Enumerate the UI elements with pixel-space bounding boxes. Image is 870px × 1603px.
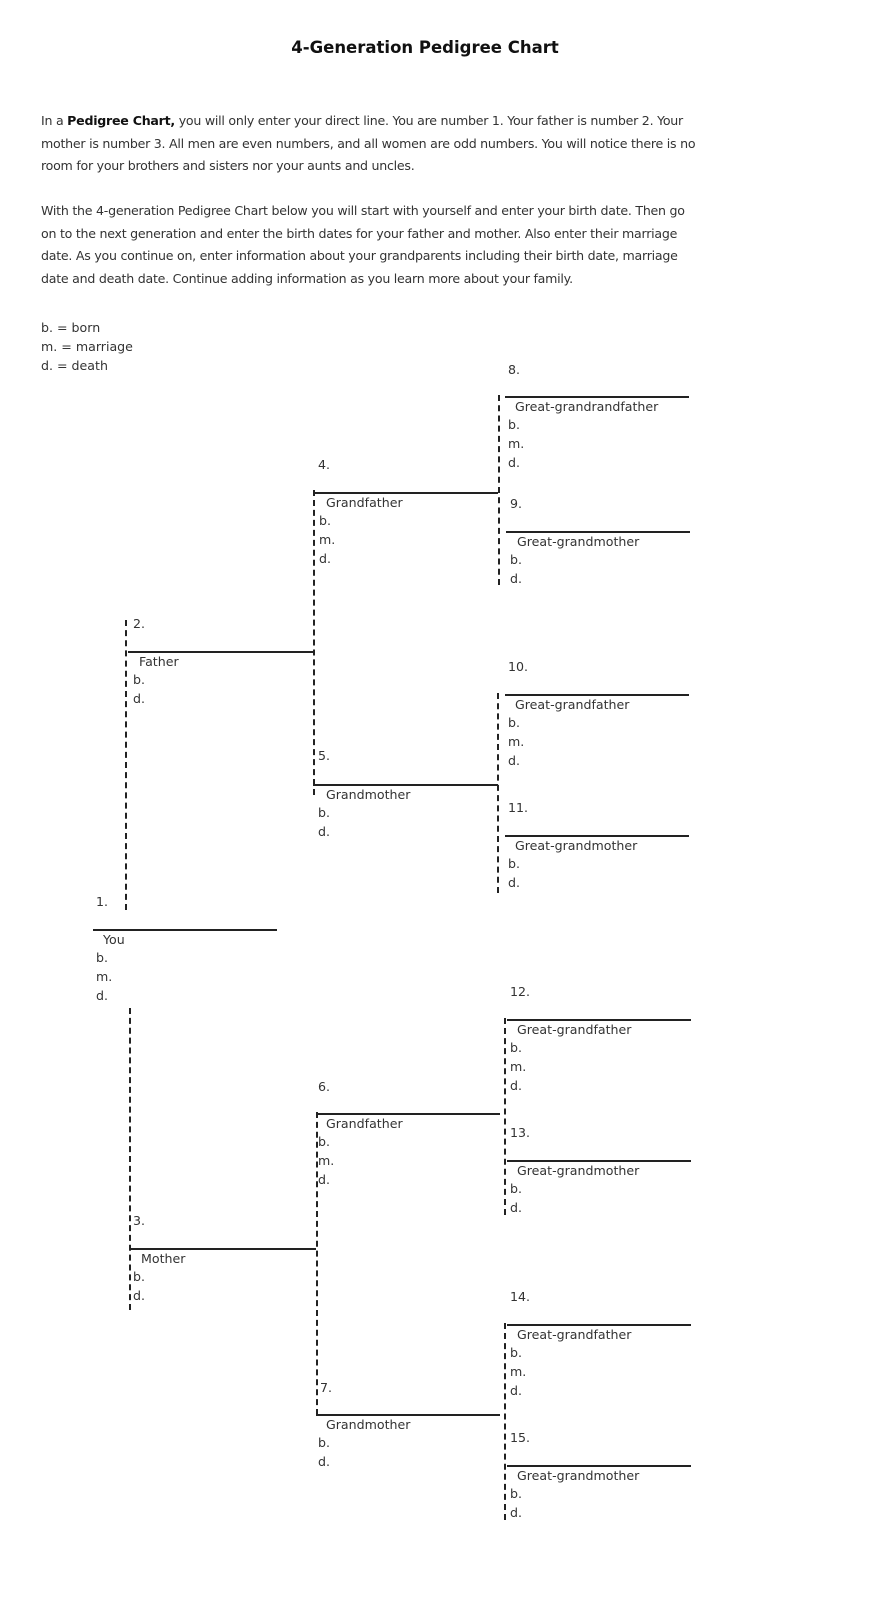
person-number: 11. — [508, 800, 529, 815]
date-field[interactable]: b. — [508, 417, 520, 432]
date-field[interactable]: m. — [96, 969, 113, 984]
person-role: Mother — [141, 1251, 186, 1266]
legend-born: b. = born — [41, 320, 101, 335]
person-role: Father — [139, 654, 179, 669]
date-field[interactable]: d. — [510, 1383, 522, 1398]
date-field[interactable]: d. — [508, 455, 520, 470]
date-field[interactable]: b. — [96, 950, 108, 965]
intro-text: In a — [41, 113, 68, 128]
connector-line — [125, 620, 127, 910]
date-field[interactable]: b. — [510, 552, 522, 567]
date-field[interactable]: m. — [510, 1364, 527, 1379]
legend-marriage: m. = marriage — [41, 339, 133, 354]
intro-text: you will only enter your direct line. You are number 1. Your father is number 2. Your mother is number 3. All men are even numbers, and all women are odd numbers. You will notice there is no room for your brothers and sisters nor your aunts and uncles. — [41, 113, 696, 173]
intro-paragraph-1 — [41, 110, 701, 178]
person-number: 1. — [96, 894, 109, 909]
date-field[interactable]: b. — [510, 1181, 522, 1196]
date-field[interactable]: b. — [133, 672, 145, 687]
date-field[interactable]: m. — [318, 1153, 335, 1168]
person-role: Great-grandmother — [517, 1468, 640, 1483]
person-number: 5. — [318, 748, 331, 763]
person-number: 7. — [320, 1380, 333, 1395]
person-role: Great-grandmother — [517, 534, 640, 549]
date-field[interactable]: d. — [510, 571, 522, 586]
person-role: Grandmother — [326, 1417, 411, 1432]
date-field[interactable]: b. — [318, 805, 330, 820]
date-field[interactable]: b. — [319, 513, 331, 528]
connector-line — [504, 1018, 506, 1215]
person-role: Grandmother — [326, 787, 411, 802]
date-field[interactable]: d. — [318, 1172, 330, 1187]
person-role: Great-grandmother — [517, 1163, 640, 1178]
date-field[interactable]: d. — [319, 551, 331, 566]
person-number: 8. — [508, 362, 521, 377]
intro-bold-term: Pedigree Chart, — [67, 113, 175, 128]
person-number: 3. — [133, 1213, 146, 1228]
date-field[interactable]: d. — [508, 875, 520, 890]
person-role: Great-grandfather — [517, 1022, 632, 1037]
person-role: Grandfather — [326, 495, 403, 510]
date-field[interactable]: d. — [510, 1505, 522, 1520]
connector-line — [504, 1323, 506, 1520]
person-role: Great-grandfather — [515, 697, 630, 712]
date-field[interactable]: d. — [318, 1454, 330, 1469]
date-field[interactable]: m. — [510, 1059, 527, 1074]
legend-death: d. = death — [41, 358, 108, 373]
date-field[interactable]: d. — [133, 691, 145, 706]
date-field[interactable]: b. — [510, 1486, 522, 1501]
person-role: Great-grandfather — [517, 1327, 632, 1342]
person-number: 6. — [318, 1079, 331, 1094]
connector-line — [129, 1008, 131, 1310]
page-title: 4-Generation Pedigree Chart — [291, 38, 559, 57]
date-field[interactable]: m. — [508, 734, 525, 749]
date-field[interactable]: b. — [508, 715, 520, 730]
person-role: Great-grandrandfather — [515, 399, 659, 414]
person-number: 9. — [510, 496, 523, 511]
person-number: 12. — [510, 984, 531, 999]
person-role: Great-grandmother — [515, 838, 638, 853]
date-field[interactable]: m. — [508, 436, 525, 451]
person-number: 4. — [318, 457, 331, 472]
date-field[interactable]: d. — [510, 1078, 522, 1093]
date-field[interactable]: b. — [133, 1269, 145, 1284]
person-number: 2. — [133, 616, 146, 631]
date-field[interactable]: d. — [96, 988, 108, 1003]
date-field[interactable]: b. — [318, 1435, 330, 1450]
date-field[interactable]: m. — [319, 532, 336, 547]
person-number: 15. — [510, 1430, 531, 1445]
connector-line — [498, 395, 500, 585]
person-role: Grandfather — [326, 1116, 403, 1131]
date-field[interactable]: d. — [318, 824, 330, 839]
date-field[interactable]: d. — [508, 753, 520, 768]
person-number: 10. — [508, 659, 529, 674]
connector-line — [497, 693, 499, 893]
date-field[interactable]: d. — [510, 1200, 522, 1215]
date-field[interactable]: d. — [133, 1288, 145, 1303]
date-field[interactable]: b. — [318, 1134, 330, 1149]
person-role: You — [103, 932, 125, 947]
intro-paragraph-2: With the 4-generation Pedigree Chart below you will start with yourself and enter your birth date. Then go on to the next generation and enter the birth dates for your father and mother. Also enter their marriage date. As you continue on, enter information about your grandparents including their birth date, marriage date and death date. Continue adding information as you learn more about your family. — [41, 203, 685, 286]
person-number: 14. — [510, 1289, 531, 1304]
date-field[interactable]: b. — [510, 1345, 522, 1360]
person-number: 13. — [510, 1125, 531, 1140]
date-field[interactable]: b. — [510, 1040, 522, 1055]
connector-line — [313, 490, 315, 795]
date-field[interactable]: b. — [508, 856, 520, 871]
